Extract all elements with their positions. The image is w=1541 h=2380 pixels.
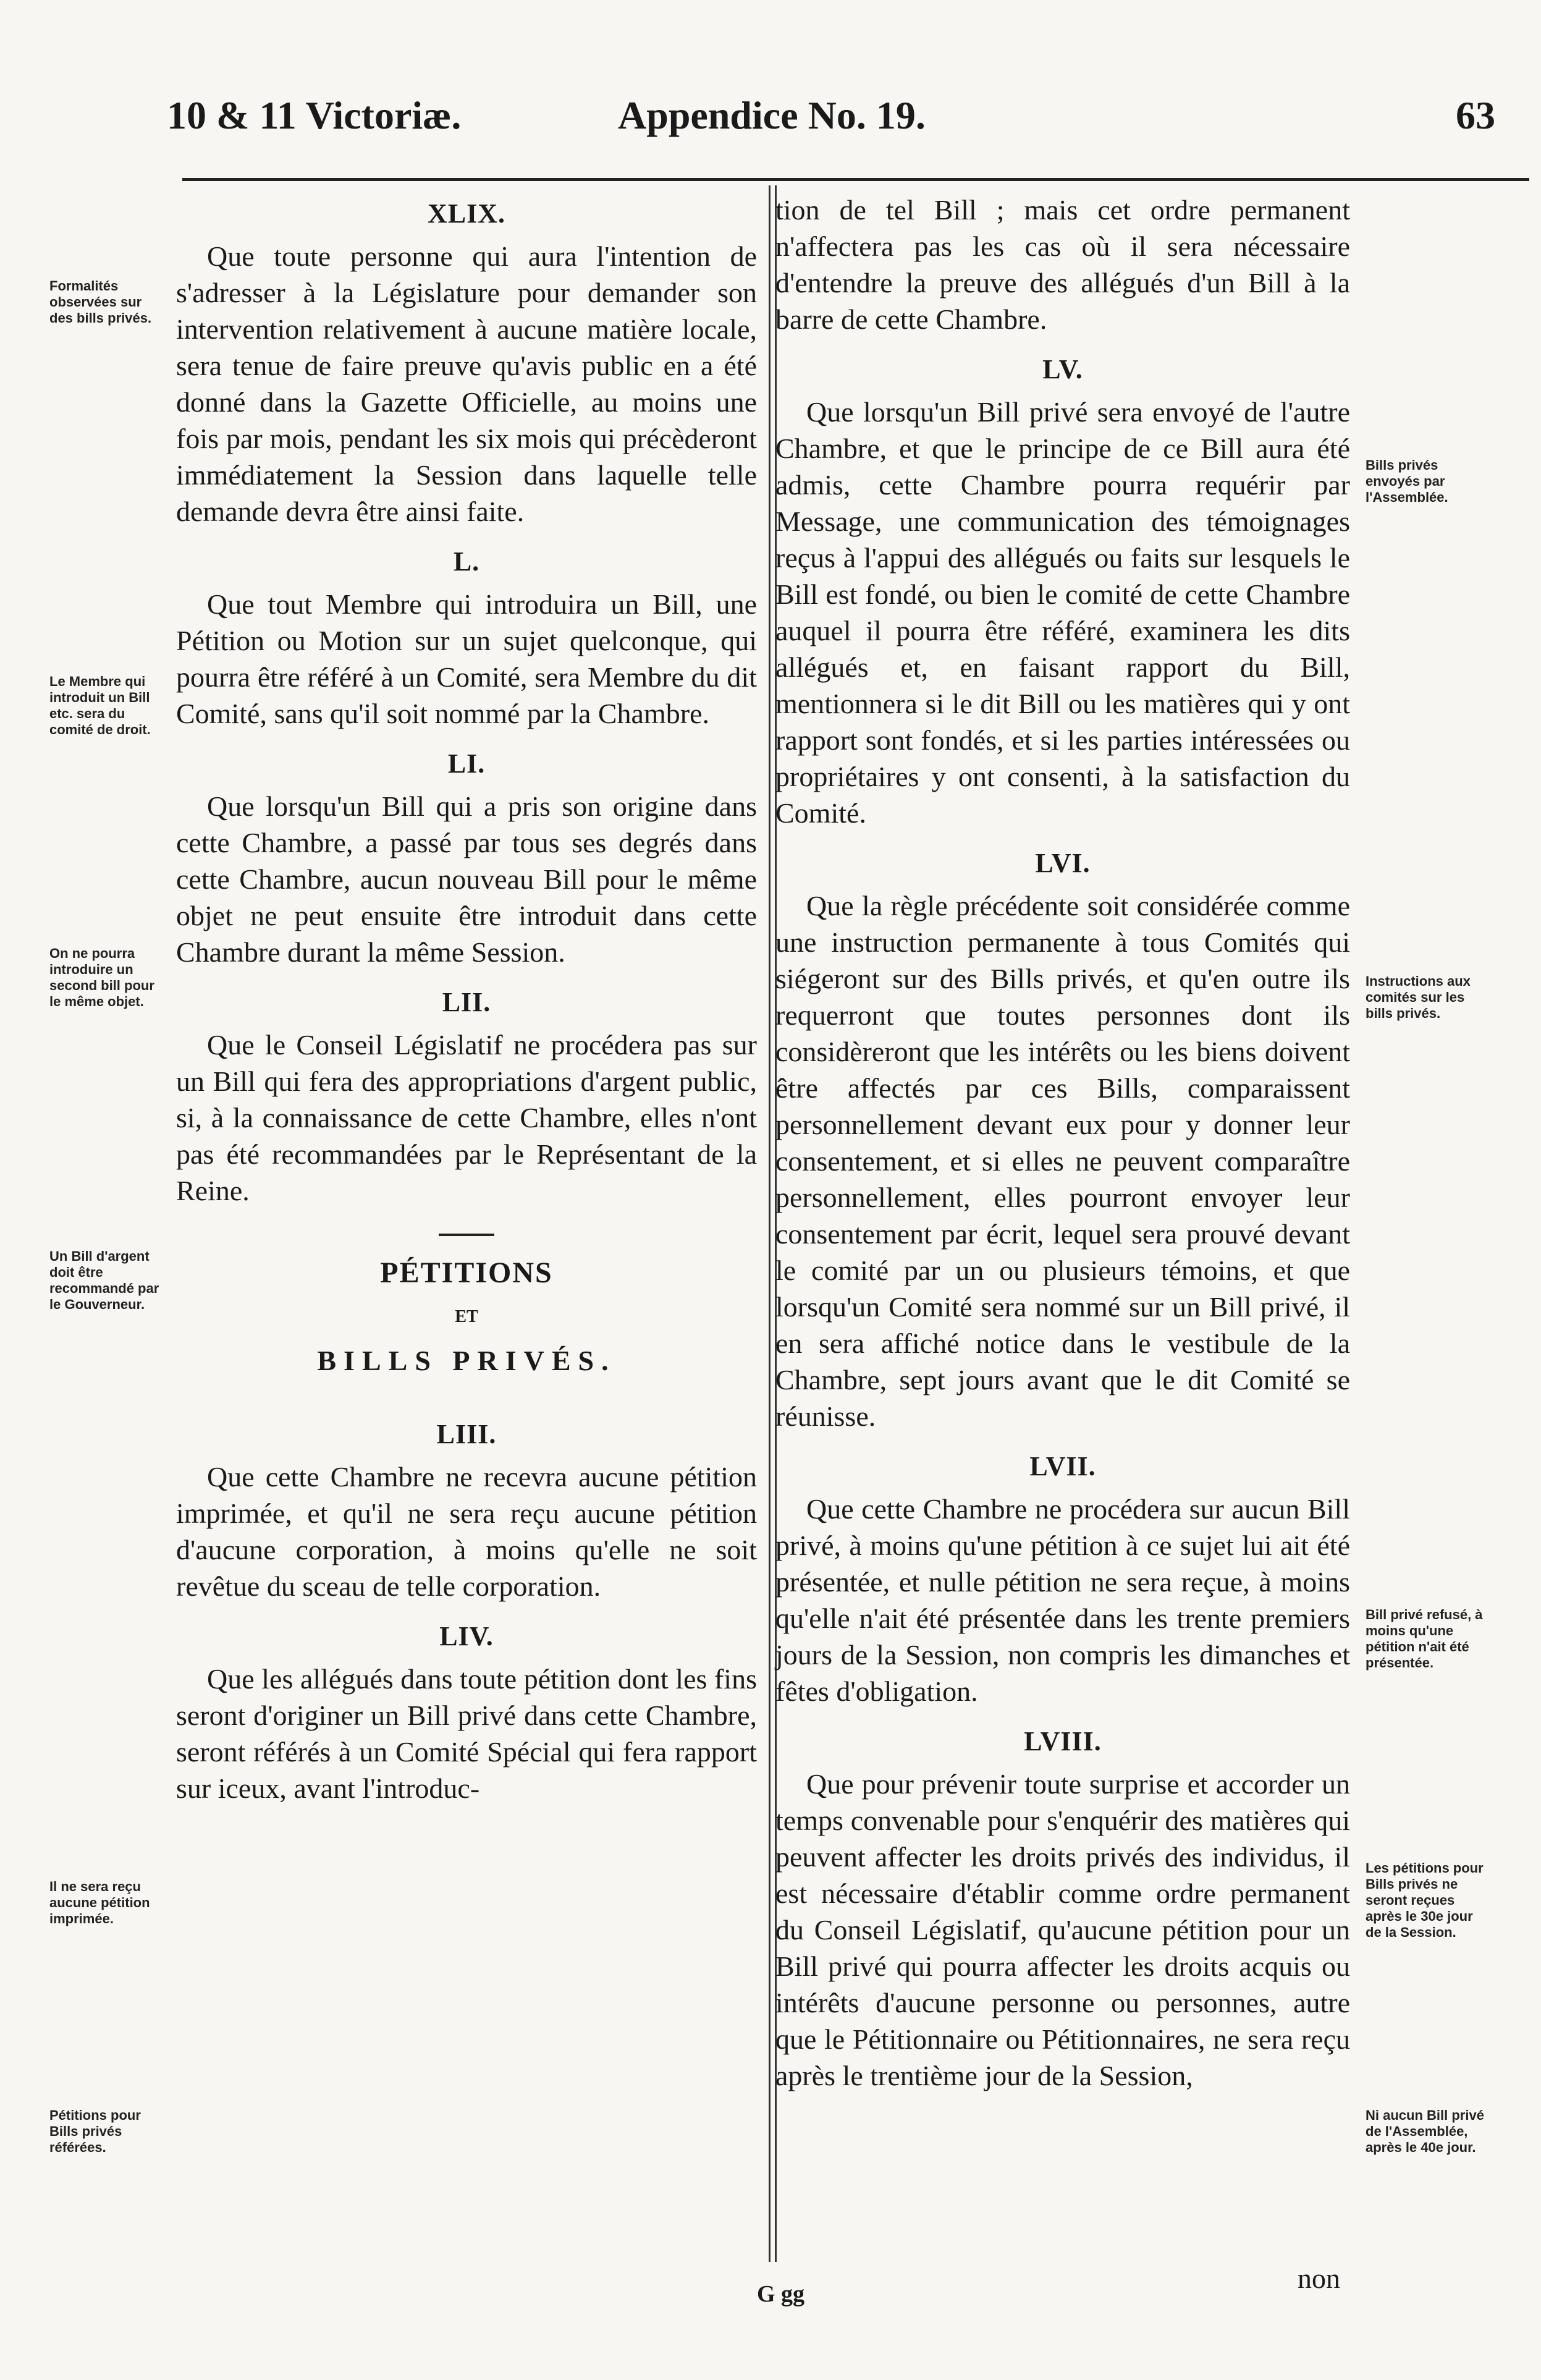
section-text: Que lorsqu'un Bill privé sera envoyé de l'autre Chambre, et que le principe de ce Bill aura été admis, cette Chambre pourra requérir par Message, une communication des témoignages reçus à l'appui des allégués ou faits sur lesquels le Bill est fondé, ou bien le comité de cette Chambre auquel il pourra être référé, examinera les dits allégués et, en faisant rapport du Bill, mentionnera si le dit Bill ou les matières qui y ont rapport sont fondés, et si les parties intéressées ou propriétaires y ont consenti, à la satisfaction du Comité.	[775, 396, 1350, 829]
section-number: LIII.	[436, 1419, 497, 1449]
section-text-continued: tion de tel Bill ; mais cet ordre permanent n'affectera pas les cas où il sera nécessaire d'entendre la preuve des allégués d'un Bill à la barre de cette Chambre.	[775, 194, 1350, 335]
et-label: ET	[455, 1307, 478, 1326]
margin-note: Un Bill d'argent doit être recommandé par le Gouverneur.	[49, 1248, 159, 1312]
section-number: LIV.	[439, 1621, 494, 1651]
section-text: Que cette Chambre ne procédera sur aucun Bill privé, à moins qu'une pétition à ce sujet lui ait été présentée, et nulle pétition ne sera reçue, à moins qu'elle n'ait été présentée dans les trente premiers jours de la Session, non compris les dimanches et fêtes d'obligation.	[775, 1493, 1350, 1707]
margin-note: Il ne sera reçu aucune pétition imprimée.	[49, 1879, 150, 1926]
header-left: 10 & 11 Victoriæ.	[167, 93, 462, 137]
section-number: LI.	[447, 748, 486, 779]
section-number: LVIII.	[1024, 1726, 1102, 1756]
section-text: Que tout Membre qui introduira un Bill, une Pétition ou Motion sur un sujet quelconque, qui pourra être référé à un Comité, sera Membre du dit Comité, sans qu'il soit nommé par la Chambre.	[176, 588, 757, 729]
page-number: 63	[1456, 93, 1495, 137]
section-text: Que les allégués dans toute pétition dont les fins seront d'originer un Bill privé dans cette Chambre, seront référés à un Comité Spécial qui fera rapport sur iceux, avant l'introduc-	[176, 1663, 757, 1804]
section-number: LVII.	[1029, 1451, 1096, 1481]
section-number: LV.	[1042, 354, 1083, 384]
margin-note: Les pétitions pour Bills privés ne seront reçues après le 30e jour de la Session.	[1366, 1860, 1484, 1940]
petitions-heading: PÉTITIONS	[380, 1256, 553, 1289]
section-text: Que cette Chambre ne recevra aucune pétition imprimée, et qu'il ne sera reçu aucune pétition d'aucune corporation, à moins qu'elle ne soit revêtue du sceau de telle corporation.	[176, 1461, 757, 1602]
section-number: LVI.	[1035, 848, 1091, 878]
margin-note: Bills privés envoyés par l'Assemblée.	[1366, 457, 1448, 505]
margin-note: Ni aucun Bill privé de l'Assemblée, après le 40e jour.	[1366, 2107, 1484, 2155]
section-number: LII.	[442, 987, 491, 1017]
separator-rule	[439, 1234, 494, 1236]
section-number: L.	[453, 546, 480, 577]
section-text: Que lorsqu'un Bill qui a pris son origine dans cette Chambre, a passé par tous ses degrés dans cette Chambre, aucun nouveau Bill pour le même objet ne peut ensuite être introduit dans cette Chambre durant la même Session.	[176, 790, 757, 968]
bills-prives-heading: BILLS PRIVÉS.	[317, 1345, 616, 1376]
margin-note: On ne pourra introduire un second bill pour le même objet.	[49, 946, 154, 1009]
left-column	[176, 192, 757, 1820]
margin-note: Formalités observées sur des bills privés.	[49, 278, 152, 326]
right-column	[775, 192, 1350, 2107]
margin-note: Bill privé refusé, à moins qu'une pétition n'ait été présentée.	[1366, 1607, 1483, 1671]
section-text: Que pour prévenir toute surprise et accorder un temps convenable pour s'enquérir des matières qui peuvent affecter les droits privés des individus, il est nécessaire d'établir comme ordre permanent du Conseil Législatif, qu'aucune pétition pour un Bill privé qui pourra affecter les droits acquis ou intérêts d'aucune personne ou personnes, autre que le Pétitionnaire ou Pétitionnaires, ne sera reçu après le trentième jour de la Session,	[775, 1768, 1350, 2091]
column-divider	[769, 185, 770, 2262]
signature-mark: G gg	[757, 2281, 805, 2307]
section-text: Que le Conseil Législatif ne procédera pas sur un Bill qui fera des appropriations d'argent public, si, à la connaissance de cette Chambre, elles n'ont pas été recommandées par le Représentant de la Reine.	[176, 1029, 757, 1206]
margin-note: Le Membre qui introduit un Bill etc. sera du comité de droit.	[49, 674, 151, 737]
catchword: non	[1298, 2263, 1340, 2294]
margin-note: Pétitions pour Bills privés référées.	[49, 2107, 141, 2155]
header-rule	[182, 178, 1529, 181]
header-center: Appendice No. 19.	[618, 93, 926, 137]
section-number: XLIX.	[427, 198, 506, 229]
page-header	[167, 93, 1495, 148]
section-text: Que la règle précédente soit considérée comme une instruction permanente à tous Comités qui siégeront sur des Bills privés, et qu'en outre ils requerront que toutes personnes dont ils considèreront que les intérêts ou les biens doivent être affectés par ces Bills, comparaissent personnellement devant eux pour y donner leur consentement, et si elles ne peuvent comparaître personnellement, elles pourront envoyer leur consentement par écrit, lequel sera prouvé devant le comité par un ou plusieurs témoins, et que lorsqu'un Comité sera nommé sur un Bill privé, il en sera affiché notice dans le vestibule de la Chambre, sept jours avant que le dit Comité se réunisse.	[775, 890, 1350, 1432]
section-text: Que toute personne qui aura l'intention de s'adresser à la Législature pour demander son intervention relativement à aucune matière locale, sera tenue de faire preuve qu'avis public en a été donné dans la Gazette Officielle, au moins une fois par mois, pendant les six mois qui précèderont immédiatement la Session dans laquelle telle demande devra être ainsi faite.	[176, 240, 757, 527]
margin-note: Instructions aux comités sur les bills privés.	[1366, 973, 1471, 1021]
